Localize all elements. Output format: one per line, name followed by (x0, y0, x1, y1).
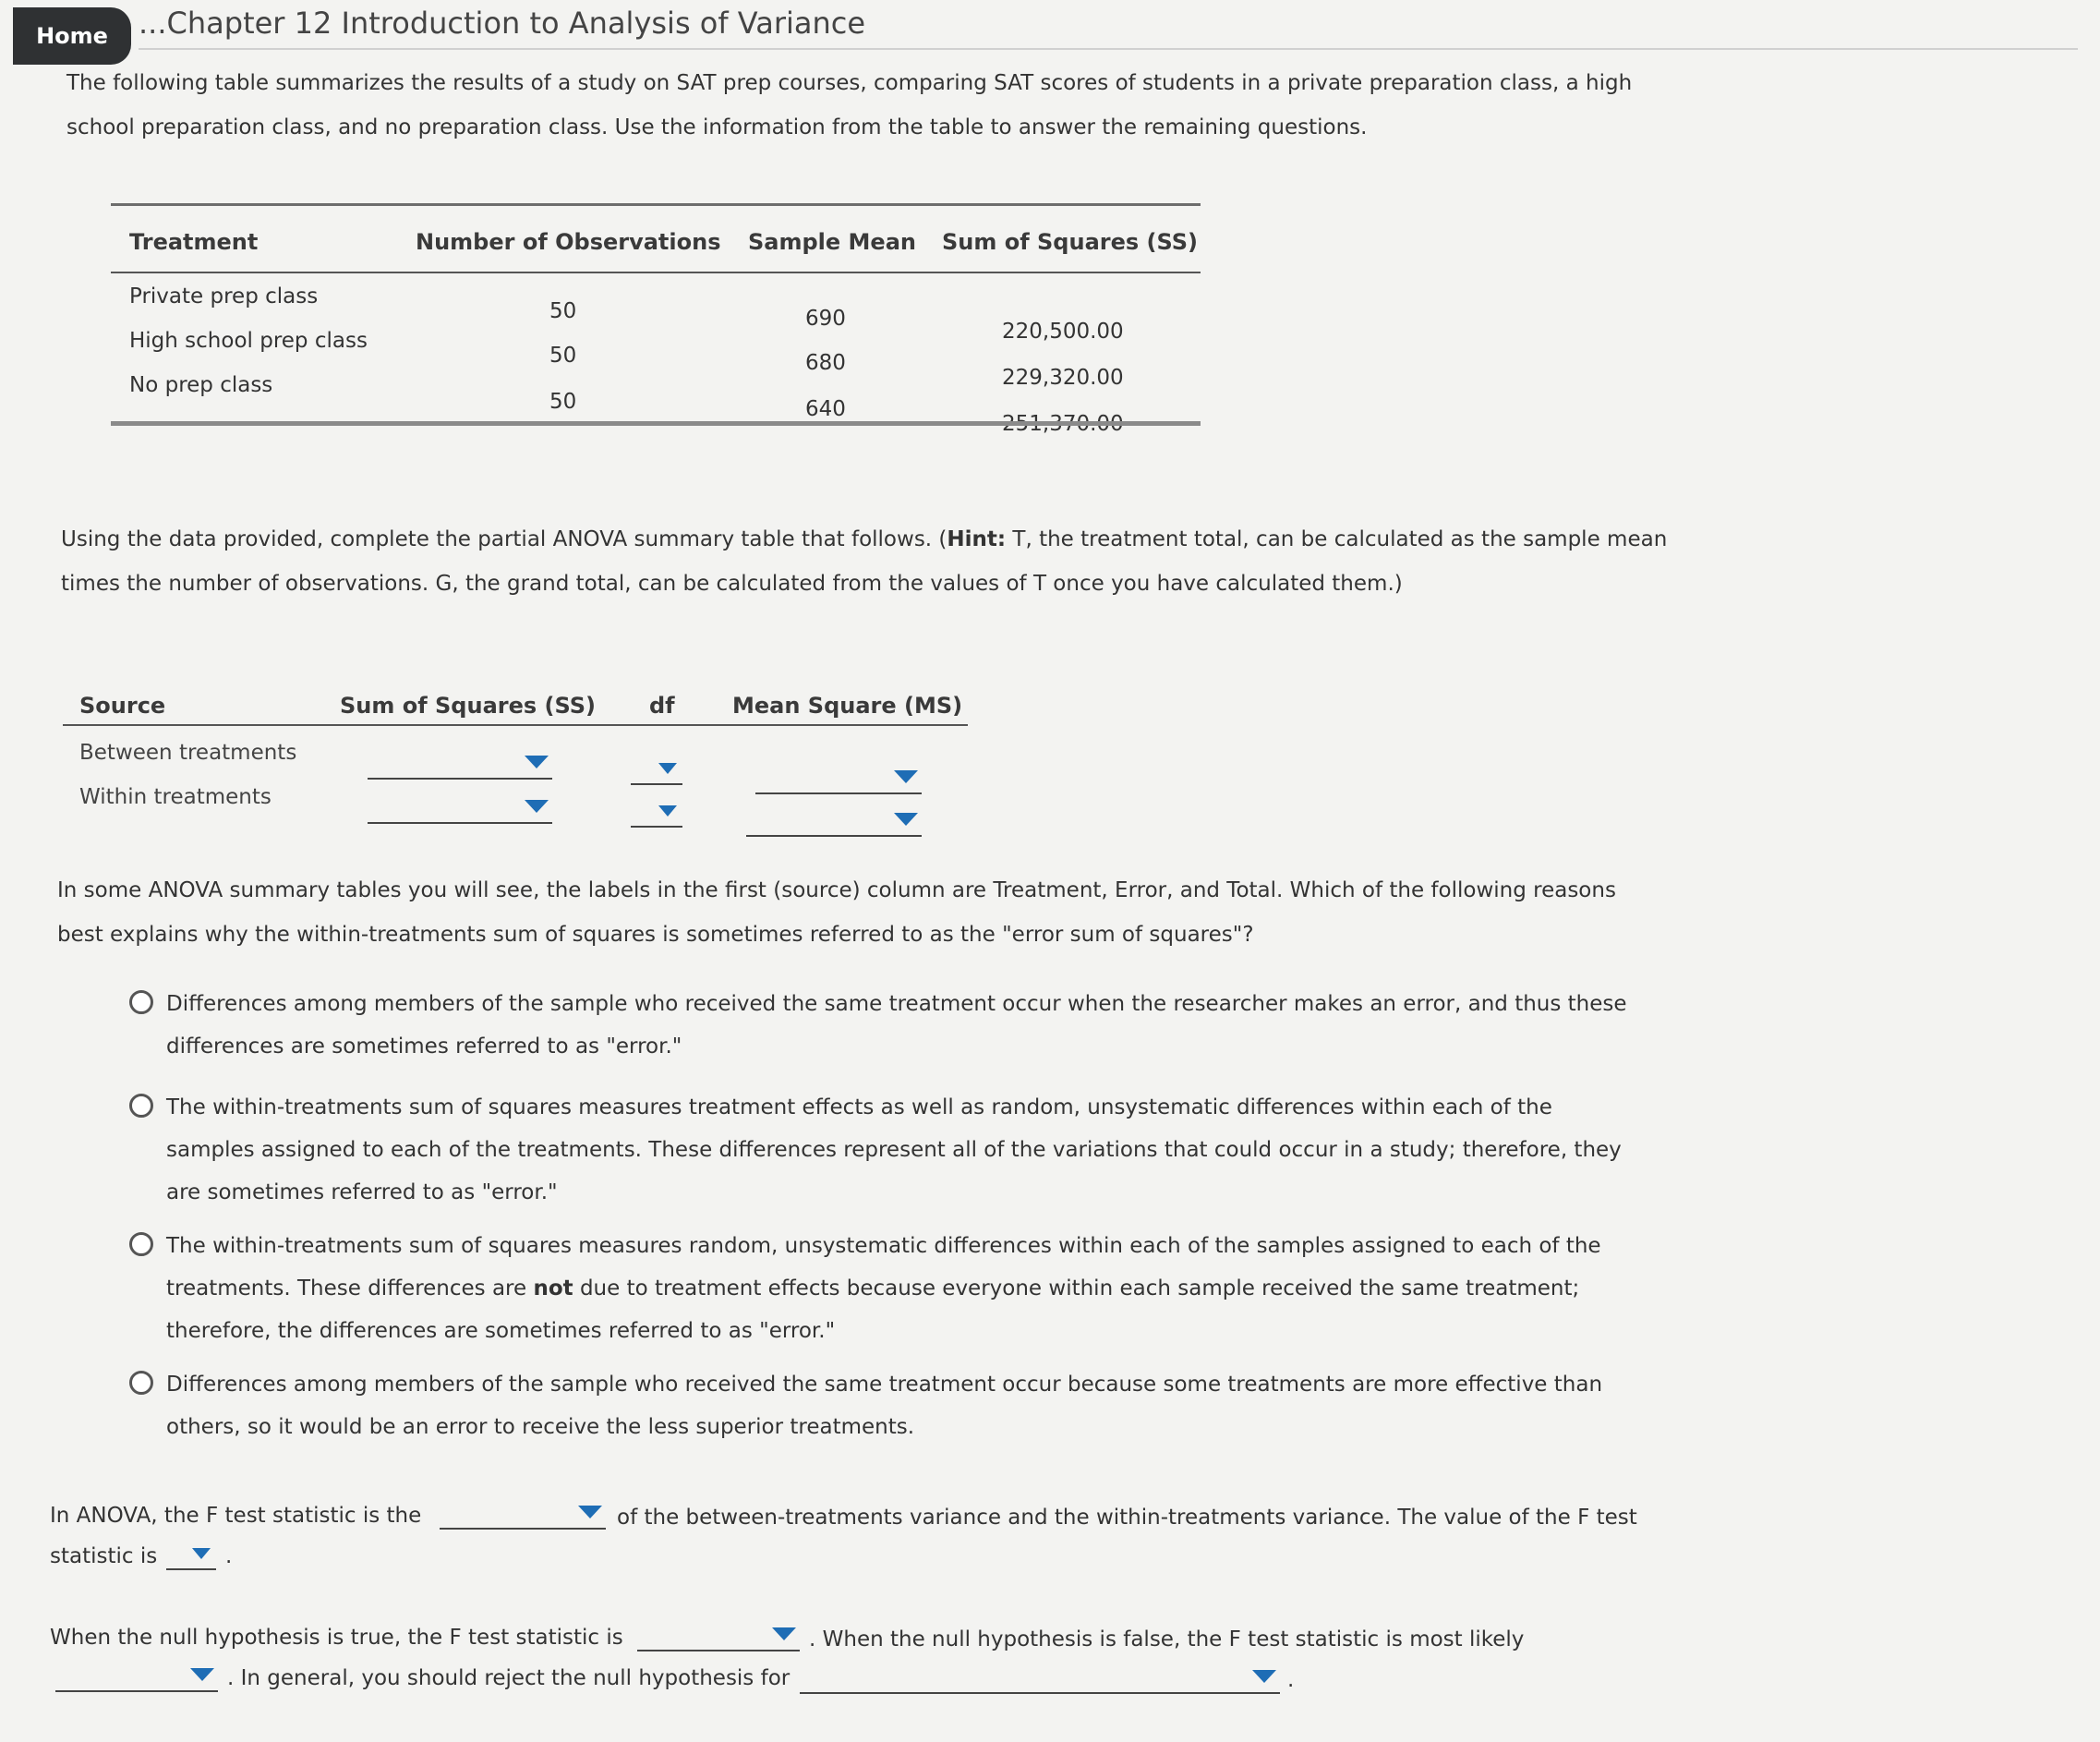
ms-within-dropdown[interactable] (746, 807, 922, 837)
ss-within-dropdown[interactable] (368, 794, 552, 824)
f-statistic-text-3: statistic is (50, 1544, 158, 1568)
col-header-observations: Number of Observations (416, 229, 721, 255)
table-cell: 690 (805, 307, 846, 331)
chevron-down-icon (525, 756, 549, 768)
anova-prompt-part2: T, the treatment total, can be calculated as the sample mean times the number of observations. G, the grand total, can be calculated from the values of T once you have calculated them.) (61, 527, 1668, 596)
chevron-down-icon (894, 770, 918, 783)
option-text (166, 1225, 1644, 1352)
radio-button[interactable] (129, 1232, 153, 1256)
anova-header-rule (63, 724, 968, 726)
col-header-treatment: Treatment (129, 229, 259, 255)
radio-button[interactable] (129, 1094, 153, 1118)
f-statistic-ratio-dropdown[interactable] (440, 1500, 606, 1530)
row-label-between: Between treatments (79, 741, 297, 765)
null-false-text: . When the null hypothesis is false, the F test statistic is most likely (809, 1627, 1525, 1651)
chevron-down-icon (190, 1668, 214, 1681)
col-header-ms: Mean Square (MS) (732, 693, 963, 719)
intro-text: The following table summarizes the results of a study on SAT prep courses, comparing SAT scores of students in a private preparation class, a high school preparation class, and no preparation class. Use the information from the table to answer the remaining questions. (66, 71, 1633, 139)
table-cell: High school prep class (129, 329, 368, 353)
col-header-ss: Sum of Squares (SS) (340, 693, 596, 719)
home-button[interactable]: Home (13, 7, 131, 65)
question-error-prompt: In some ANOVA summary tables you will see, the labels in the first (source) column are Treatment, Error, and Total. Which of the following reasons best explains why the within-treatments sum of squares is sometimes referred to as the "error sum of squares"? (57, 878, 1616, 947)
table-cell: Private prep class (129, 284, 319, 308)
f-statistic-text-2: of the between-treatments variance and the within-treatments variance. The value of the F test (617, 1506, 1637, 1530)
table-cell: 50 (549, 390, 577, 414)
option-emphasis: not (533, 1276, 573, 1300)
chevron-down-icon (894, 813, 918, 826)
table-cell: 640 (805, 397, 846, 421)
option-text: Differences among members of the sample who received the same treatment occur when the researcher makes an error, and thus these differences are sometimes referred to as "error." (166, 992, 1627, 1059)
option-text-part: The within-treatments sum of squares measures random, unsystematic differences within each of the samples assigned to each of the treatments. These differences are (166, 1234, 1601, 1300)
option-text: Differences among members of the sample who received the same treatment occur because some treatments are more effective than others, so it would be an error to receive the less superior treatments. (166, 1373, 1603, 1439)
chevron-down-icon (658, 805, 677, 817)
col-header-sample-mean: Sample Mean (748, 229, 916, 255)
anova-prompt-part1: Using the data provided, complete the partial ANOVA summary table that follows. ( (61, 527, 947, 551)
null-true-text: When the null hypothesis is true, the F test statistic is (50, 1626, 623, 1650)
f-value-dropdown[interactable] (166, 1541, 216, 1570)
reject-null-text: . In general, you should reject the null hypothesis for (227, 1666, 791, 1690)
radio-button[interactable] (129, 1371, 153, 1395)
option-text: The within-treatments sum of squares measures treatment effects as well as random, unsystematic differences within each of the samples assigned to each of the treatments. These differences represent all of the variations that could occur in a study; therefore, they are sometimes referred to as "error." (166, 1095, 1622, 1204)
chevron-down-icon (772, 1627, 796, 1640)
ms-between-dropdown[interactable] (755, 765, 922, 794)
radio-button[interactable] (129, 990, 153, 1014)
table-cell: 220,500.00 (1002, 320, 1124, 344)
table-rule-header (111, 272, 1201, 273)
col-header-ss: Sum of Squares (SS) (942, 229, 1198, 255)
df-between-dropdown[interactable] (631, 756, 682, 785)
df-within-dropdown[interactable] (631, 798, 682, 828)
ss-between-dropdown[interactable] (368, 750, 552, 780)
null-false-dropdown[interactable] (55, 1663, 218, 1692)
table-cell: 229,320.00 (1002, 366, 1124, 390)
option-text-part: due to treatment effects because everyone within each sample received the same treatment; therefore, the differences are sometimes referred to as "error." (166, 1276, 1580, 1343)
table-cell: 680 (805, 351, 846, 375)
f-statistic-period: . (225, 1544, 233, 1568)
col-header-df: df (649, 693, 675, 719)
table-cell: 50 (549, 344, 577, 368)
table-rule-top (111, 203, 1201, 206)
chevron-down-icon (525, 800, 549, 813)
table-rule-bottom (111, 421, 1201, 426)
table-cell: No prep class (129, 373, 273, 397)
chevron-down-icon (578, 1506, 602, 1518)
hint-label: Hint: (947, 527, 1007, 551)
chevron-down-icon (658, 763, 677, 774)
chevron-down-icon (192, 1548, 211, 1559)
row-label-within: Within treatments (79, 785, 272, 809)
chevron-down-icon (1252, 1670, 1276, 1683)
null-true-dropdown[interactable] (637, 1622, 800, 1651)
table-cell: 50 (549, 299, 577, 323)
chapter-title: ...Chapter 12 Introduction to Analysis of Variance (139, 6, 866, 41)
header-divider (139, 48, 2078, 50)
f-statistic-text-1: In ANOVA, the F test statistic is the (50, 1504, 422, 1528)
reject-null-period: . (1287, 1668, 1295, 1692)
anova-prompt (61, 517, 1677, 606)
reject-null-dropdown[interactable] (800, 1664, 1280, 1694)
col-header-source: Source (79, 693, 166, 719)
